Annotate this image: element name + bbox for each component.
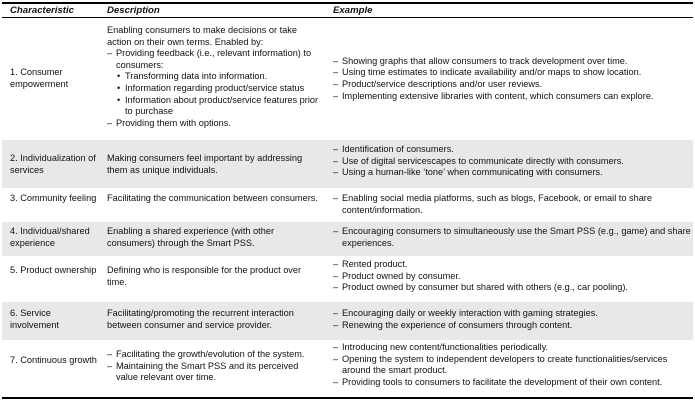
row-characteristic: 5. Product ownership (10, 265, 97, 275)
row-description: Facilitating/promoting the recurrent interaction between consumer and service provider. (107, 308, 294, 330)
row-description (107, 349, 322, 384)
table-row (2, 140, 693, 188)
example-item: – Encouraging consumers to simultaneously use the Smart PSS (e.g., game) and share experiences. (333, 226, 691, 249)
row-description: Making consumers feel important by addressing them as unique individuals. (107, 153, 303, 175)
row-description: Enabling a shared experience (with other consumers) through the Smart PSS. (107, 226, 275, 248)
header-rule (2, 17, 693, 18)
example-item: – Product/service descriptions and/or user reviews. (333, 79, 691, 91)
row-examples (333, 259, 691, 294)
row-description (107, 25, 322, 129)
example-item: – Introducing new content/functionalities periodically. (333, 342, 691, 354)
description-item: – Facilitating the growth/evolution of the system. (107, 349, 322, 361)
example-item: – Opening the system to independent developers to create functionalities/services around the smart product. (333, 354, 691, 377)
row-examples (333, 226, 691, 249)
table-row (2, 188, 693, 222)
example-item: – Showing graphs that allow consumers to track development over time. (333, 56, 691, 68)
row-examples (333, 19, 691, 139)
example-item: – Rented product. (333, 259, 691, 271)
description-intro: Enabling consumers to make decisions or take action on their own terms. Enabled by: (107, 25, 297, 47)
description-item: – Providing feedback (i.e., relevant information) to consumers: (107, 48, 322, 71)
header-example: Example (333, 5, 373, 16)
example-item: – Use of digital servicescapes to communicate directly with consumers. (333, 156, 691, 168)
example-item: – Using time estimates to indicate availability and/or maps to show location. (333, 67, 691, 79)
row-characteristic: 6. Service involvement (10, 308, 60, 330)
table-row (2, 19, 693, 139)
example-item: – Providing tools to consumers to facilitate the development of their own content. (333, 377, 691, 389)
description-subitem: • Transforming data into information. (107, 71, 322, 83)
row-characteristic: 7. Continuous growth (10, 355, 97, 365)
description-subitem: • Information regarding product/service status (107, 83, 322, 95)
row-characteristic: 4. Individual/shared experience (10, 226, 90, 248)
table-bottom-rule (2, 397, 693, 399)
example-item: – Renewing the experience of consumers through content. (333, 320, 691, 332)
characteristic-text: 1. Consumer empowerment (10, 67, 69, 89)
row-characteristic: 3. Community feeling (10, 193, 97, 203)
table-header-row (2, 4, 693, 17)
table-row (2, 222, 693, 256)
row-examples (333, 193, 691, 216)
row-characteristic (10, 19, 100, 139)
description-item: – Providing them with options. (107, 118, 322, 130)
example-item: – Product owned by consumer. (333, 271, 691, 283)
row-description: Defining who is responsible for the product over time. (107, 265, 302, 287)
description-item: – Maintaining the Smart PSS and its perceived value relevant over time. (107, 361, 322, 384)
row-characteristic: 2. Individualization of services (10, 153, 96, 175)
header-characteristic: Characteristic (10, 5, 74, 16)
row-description: Facilitating the communication between consumers. (107, 193, 318, 203)
table-row (2, 302, 693, 340)
row-examples (333, 342, 691, 388)
description-subitem: • Information about product/service features prior to purchase (107, 95, 322, 118)
example-item: – Enabling social media platforms, such as blogs, Facebook, or email to share content/information. (333, 193, 691, 216)
example-item: – Implementing extensive libraries with content, which consumers can explore. (333, 91, 691, 103)
example-item: – Identification of consumers. (333, 144, 691, 156)
example-item: – Product owned by consumer but shared with others (e.g., car pooling). (333, 282, 691, 294)
example-item: – Encouraging daily or weekly interaction with gaming strategies. (333, 308, 691, 320)
row-examples (333, 308, 691, 331)
table-row (2, 340, 693, 397)
table-row (2, 256, 693, 302)
row-examples (333, 144, 691, 179)
header-description: Description (107, 5, 160, 16)
example-item: – Using a human-like ‘tone’ when communicating with consumers. (333, 167, 691, 179)
